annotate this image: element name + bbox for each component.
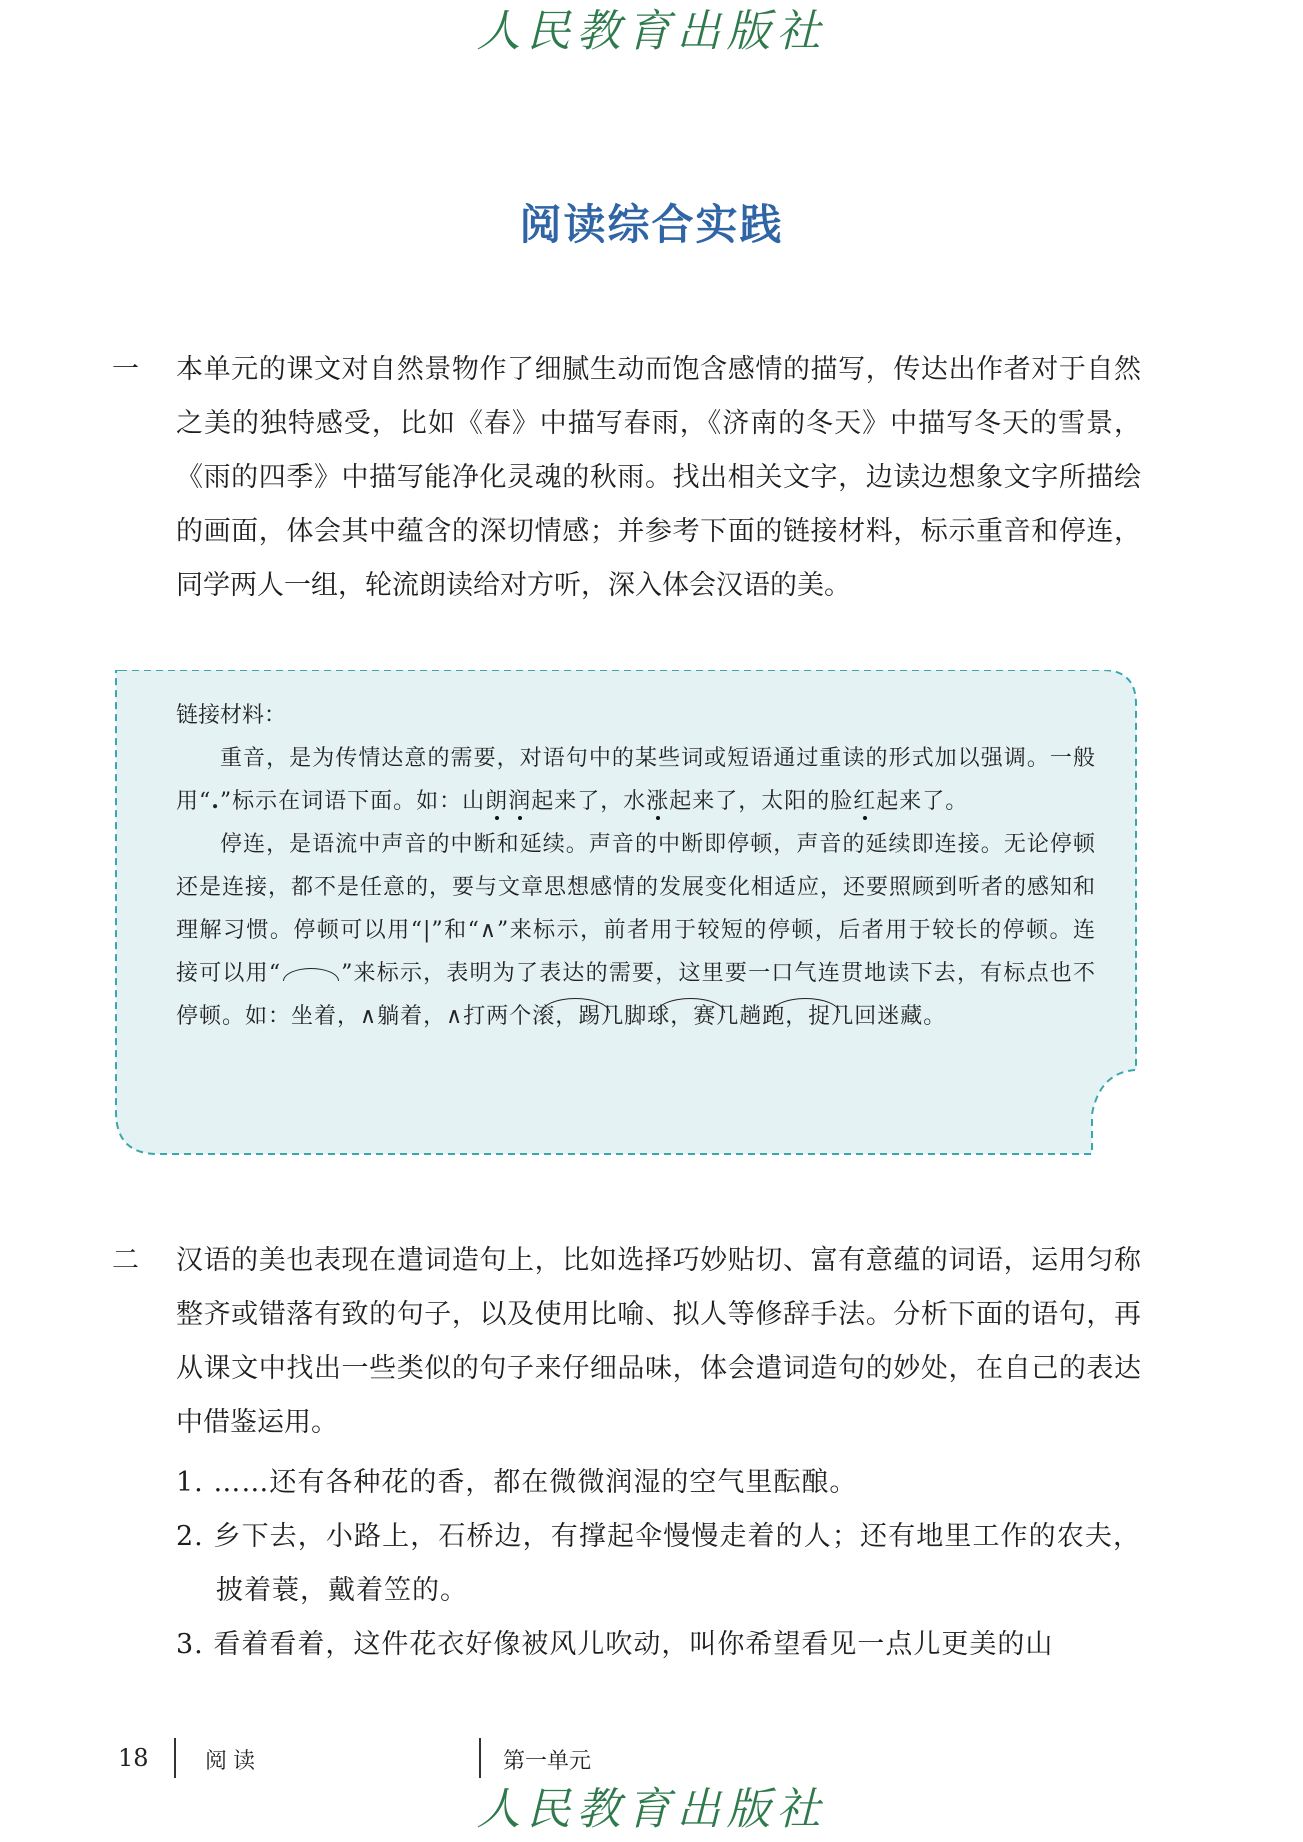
exercise-number: 一 (112, 354, 139, 385)
list-item: 2. 乡下去，小路上，石桥边，有撑起伞慢慢走着的人；还有地里工作的农夫，披着蓑，戴着笠的。 (176, 1521, 1141, 1606)
liaison-phrase: 跑，捉 (762, 1004, 832, 1029)
page-number: 18 (118, 1744, 149, 1772)
link-material-title: 链接材料： (176, 703, 287, 728)
footer-divider (479, 1738, 481, 1778)
long-pause-mark: ∧ (479, 918, 497, 943)
liaison-phrase: 球，赛 (647, 1004, 717, 1029)
example-sentence-list (176, 1456, 1141, 1672)
page-footer (0, 1738, 1303, 1778)
list-item: 1. ……还有各种花的香，都在微微润湿的空气里酝酿。 (176, 1467, 858, 1498)
stress-mark-symbol: . (211, 788, 220, 814)
liaison-mark-icon (283, 968, 339, 981)
link-material-box (114, 670, 1142, 1160)
page-title: 阅读综合实践 (519, 200, 784, 249)
exercise-number: 二 (112, 1245, 139, 1276)
exercise-one (112, 343, 1141, 613)
stressed-word: 涨 (646, 789, 670, 814)
pause-paragraph: 停连，是语流中声音的中断和延续。声音的中断即停顿，声音的延续即连接。无论停顿还是连接，都不是任意的，要与文章思想感情的发展变化相适应，还要照顾到听者的感知和理解习惯。停顿可以用“|”和“∧”来标示，前者用于较短的停顿，后者用于较长的停顿。连接可以用“ ”来标示，表明为了表达的需要，这里要一口气连贯地读下去，有标点也不停顿。如：坐着，∧躺着，∧打两个滚，踢几脚球，赛几趟跑，捉几回迷藏。 (176, 832, 1097, 1029)
footer-unit: 第一单元 (503, 1749, 592, 1774)
list-item: 3. 看着看着，这件花衣好像被风儿吹动，叫你希望看见一点儿更美的山 (176, 1629, 1054, 1660)
link-material-content (176, 694, 1096, 1038)
footer-divider (174, 1738, 176, 1778)
publisher-logo-bottom: 人民教育出版社 (476, 1784, 827, 1835)
exercise-two (112, 1234, 1141, 1672)
publisher-logo-top: 人民教育出版社 (476, 6, 827, 57)
exercise-text: 本单元的课文对自然景物作了细腻生动而饱含感情的描写，传达出作者对于自然之美的独特感受，比如《春》中描写春雨，《济南的冬天》中描写冬天的雪景，《雨的四季》中描写能净化灵魂的秋雨。找出相关文字，边读边想象文字所描绘的画面，体会其中蕴含的深切情感；并参考下面的链接材料，标示重音和停连，同学两人一组，轮流朗读给对方听，深入体会汉语的美。 (176, 354, 1141, 601)
footer-section: 阅读 (205, 1749, 262, 1774)
stressed-word: 红 (853, 789, 877, 814)
stress-paragraph: 重音，是为传情达意的需要，对语句中的某些词或短语通过重读的形式加以强调。一般用“.”标示在词语下面。如：山朗润起来了，水涨起来了，太阳的脸红起来了。 (176, 746, 1096, 814)
stressed-word: 润 (508, 789, 532, 814)
liaison-phrase: 滚，踢 (532, 1004, 602, 1029)
stressed-word: 朗 (485, 789, 509, 814)
exercise-text: 汉语的美也表现在遣词造句上，比如选择巧妙贴切、富有意蕴的词语，运用匀称整齐或错落有致的句子，以及使用比喻、拟人等修辞手法。分析下面的语句，再从课文中找出一些类似的句子来仔细品味，体会遣词造句的妙处，在自己的表达中借鉴运用。 (176, 1245, 1141, 1438)
short-pause-mark: | (422, 918, 432, 943)
